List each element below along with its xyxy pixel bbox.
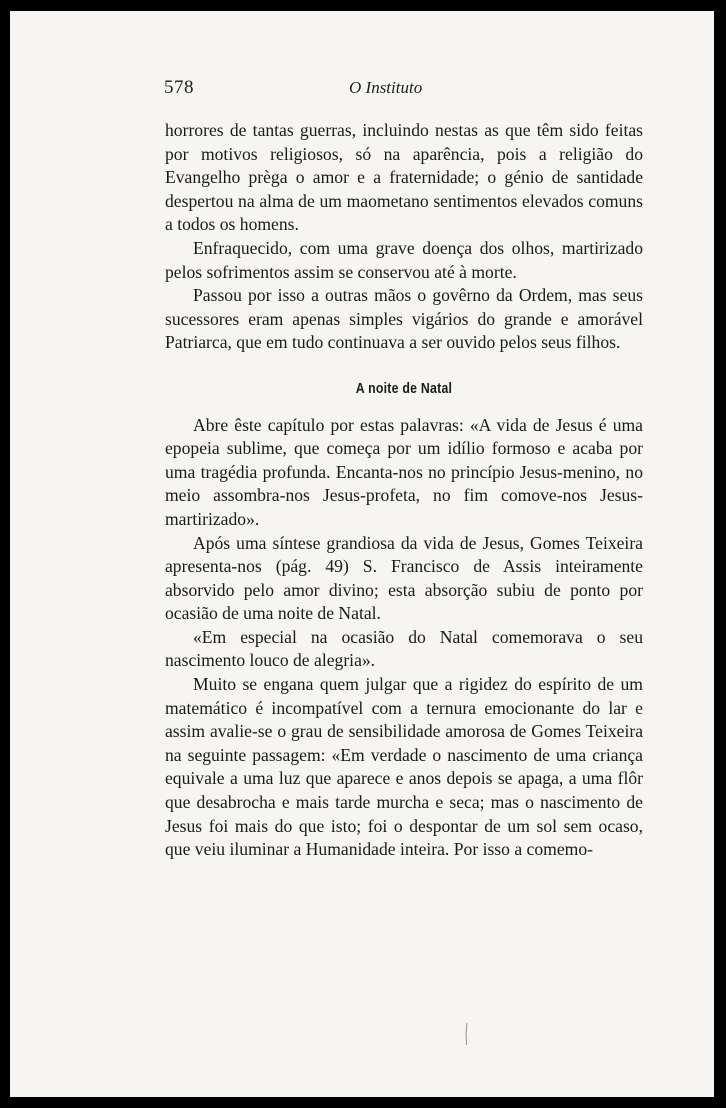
paragraph: Muito se engana quem julgar que a rigidez do espírito de um matemático é incompatível com a ternura emocionante do lar e assim avalie-se o grau de sensibilidade amorosa de Gomes Teixeira na seguinte passagem: «Em verdade o nascimento de uma criança equivale a uma luz que aparece e anos depois se apaga, a uma flôr que desabrocha e mais tarde murcha e seca; mas o nascimento de Jesus foi mais do que isto; foi o despontar de um sol sem ocaso, que veiu iluminar a Humanidade inteira. Por isso a comemo- [165,674,643,860]
paragraph: «Em especial na ocasião do Natal comemorava o seu nascimento louco de alegria». [165,626,643,671]
page-body [165,119,643,862]
book-page [10,11,714,1097]
page-number: 578 [164,77,194,98]
section-heading: A noite de Natal [355,379,453,397]
paragraph-continuation: horrores de tantas guerras, incluindo nestas as que têm sido feitas por motivos religiosos, só na aparência, pois a religião do Evangelho prèga o amor e a fraternidade; o génio de santidade despertou na alma de um maometano sentimentos elevados comuns a todos os homens. [165,120,643,235]
paragraph: Passou por isso a outras mãos o govêrno da Ordem, mas seus sucessores eram apenas simples vigários do grande e amorável Patriarca, que em tudo continuava a ser ouvido pelos seus filhos. [165,285,643,353]
page-header [164,77,494,105]
paragraph: Enfraquecido, com uma grave doença dos olhos, martirizado pelos sofrimentos assim se conservou até à morte. [165,237,643,282]
paragraph: Abre êste capítulo por estas palavras: «A vida de Jesus é uma epopeia sublime, que começa por um idílio formoso e acaba por uma tragédia profunda. Encanta-nos no princípio Jesus-menino, no meio assombra-nos Jesus-profeta, no fim comove-nos Jesus-martirizado». [165,414,643,529]
paragraph: Após uma síntese grandiosa da vida de Jesus, Gomes Teixeira apresenta-nos (pág. 49) S. Francisco de Assis inteiramente absorvido pelo amor divino; esta absorção subiu de ponto por ocasião de uma noite de Natal. [165,532,643,624]
scan-speck [465,1023,468,1045]
running-title: O Instituto [349,78,423,97]
